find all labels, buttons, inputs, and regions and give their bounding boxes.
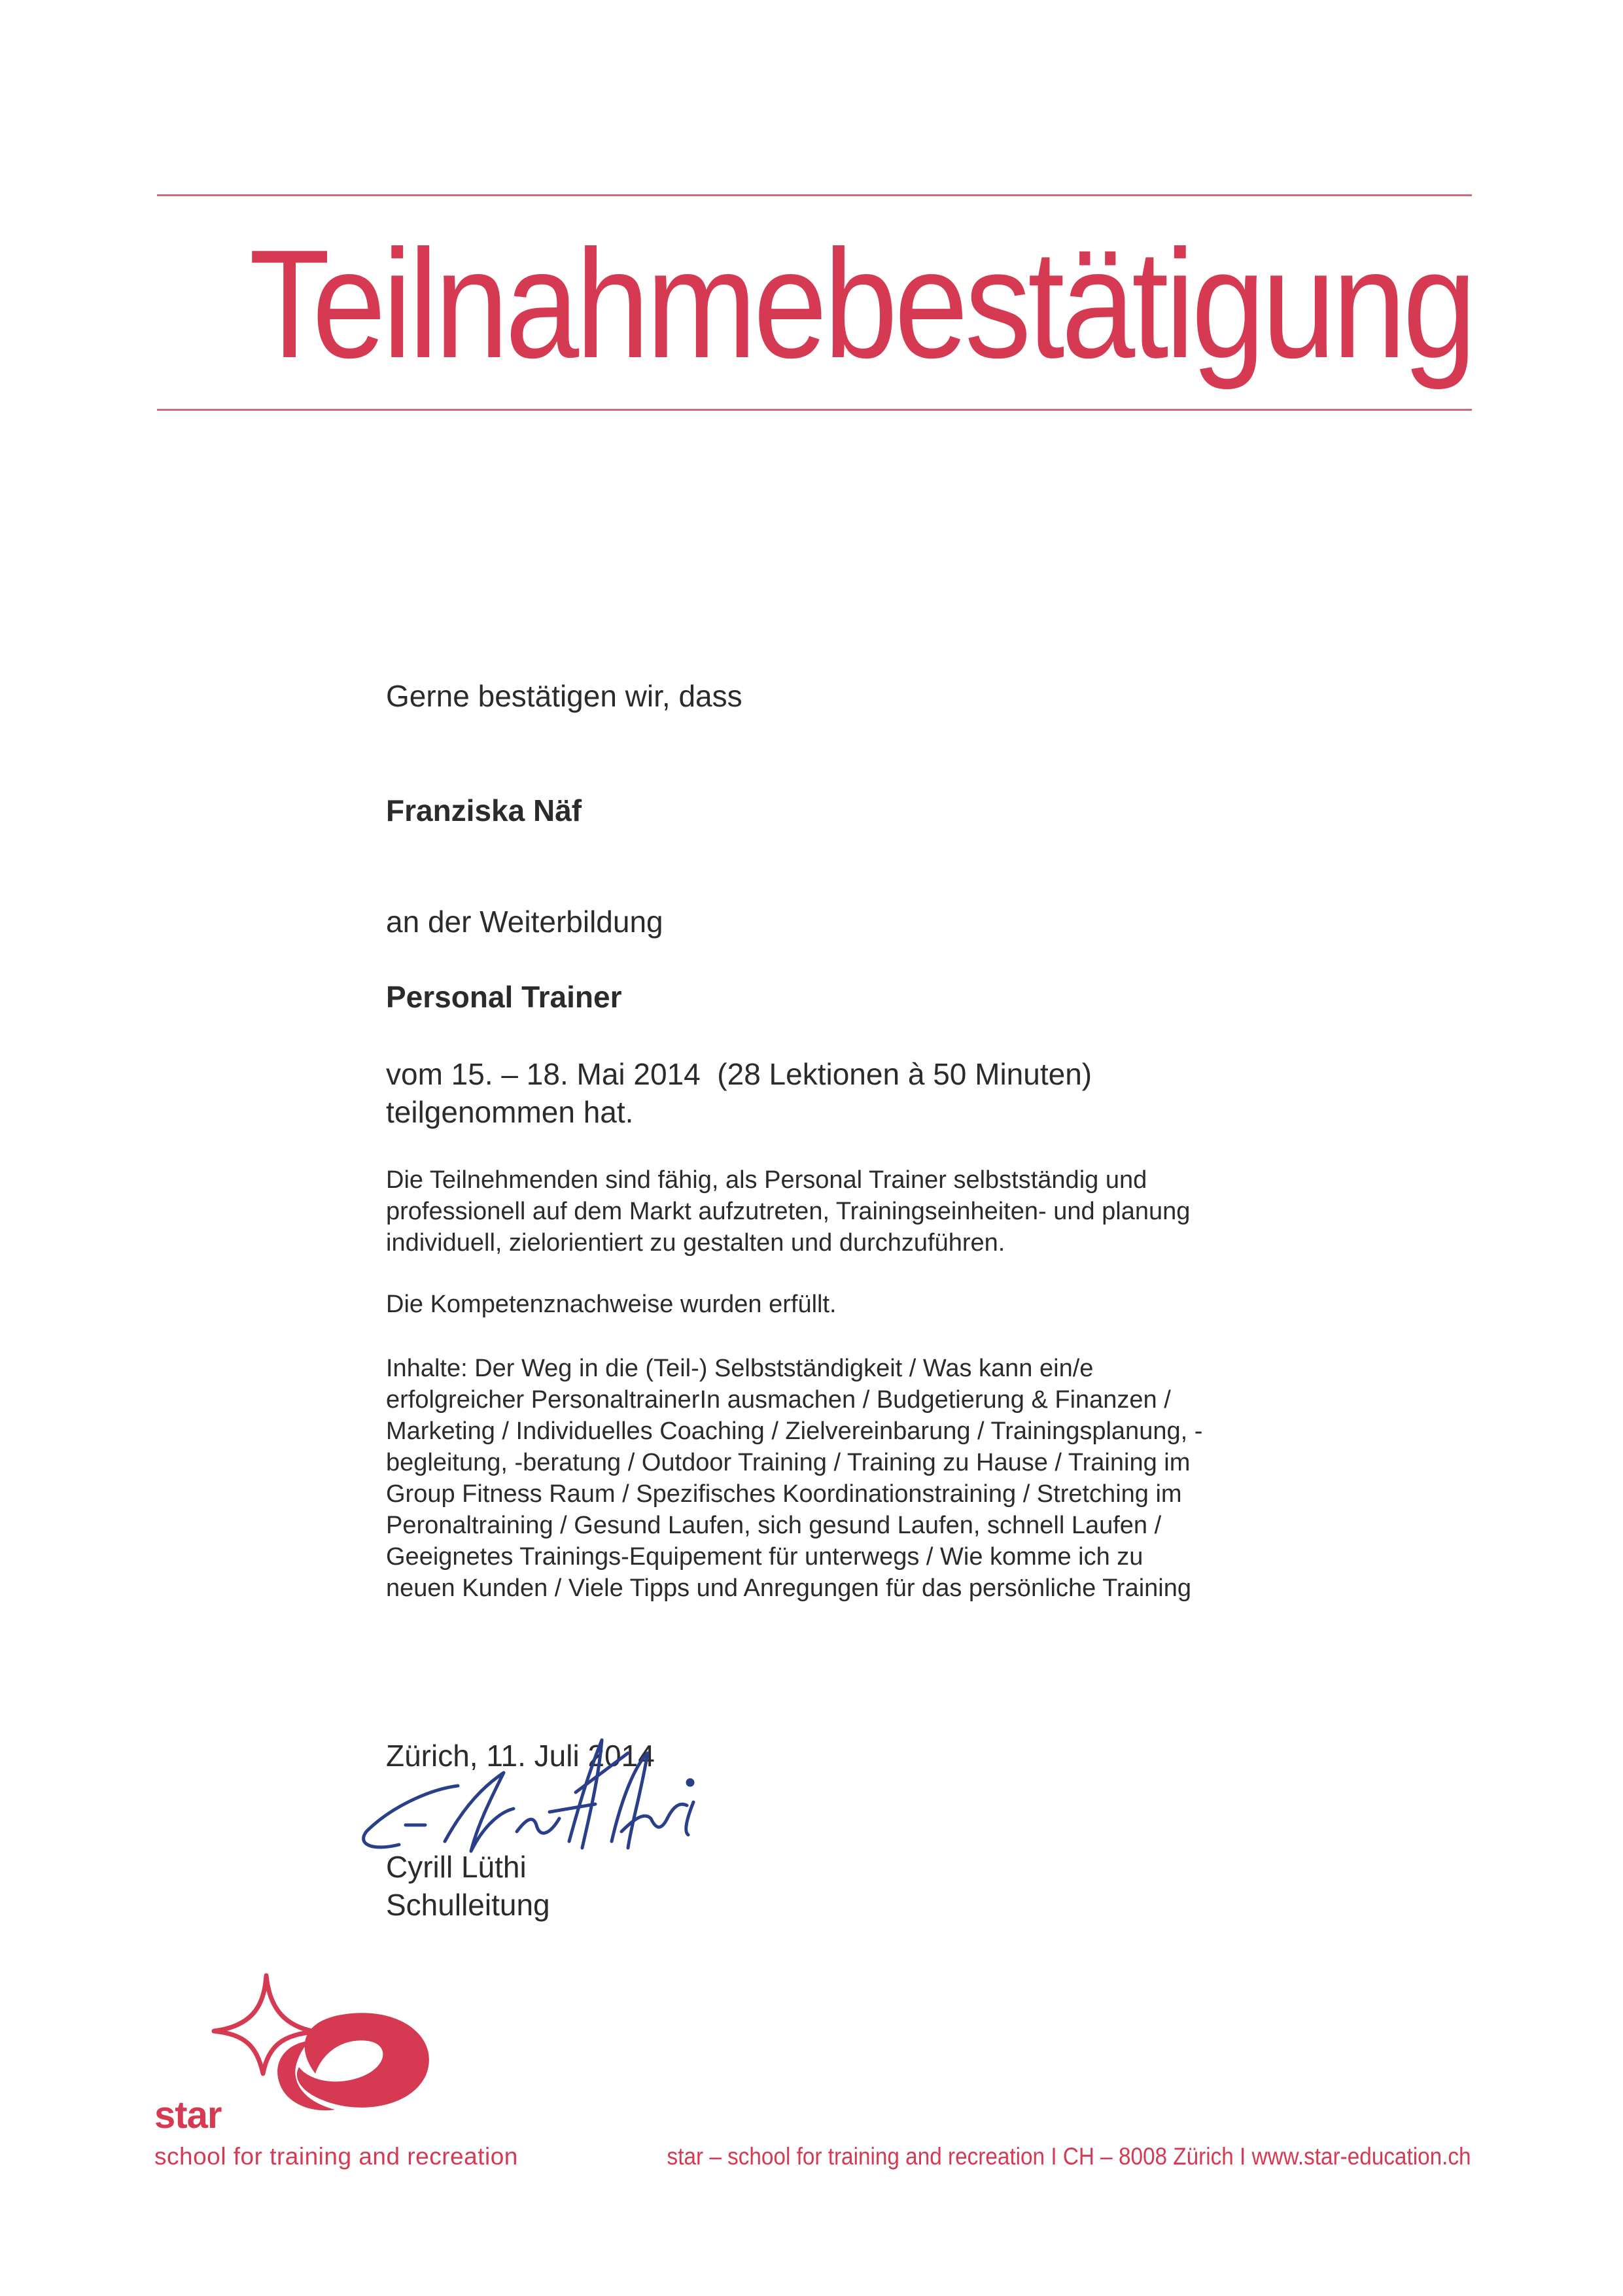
contents-line: Geeignetes Trainings-Equipement für unterwegs / Wie komme ich zu [386, 1543, 1143, 1571]
logo-wordmark: star [154, 2094, 222, 2136]
contents-line: neuen Kunden / Viele Tipps und Anregungen für das persönliche Training [386, 1574, 1191, 1602]
description-line: Die Teilnehmenden sind fähig, als Personal Trainer selbstständig und [386, 1166, 1147, 1194]
top-divider [157, 194, 1472, 196]
participant-name: Franziska Näf [386, 793, 582, 827]
contents-line: Inhalte: Der Weg in die (Teil-) Selbstständigkeit / Was kann ein/e [386, 1355, 1094, 1382]
signer-name: Cyrill Lüthi [386, 1850, 527, 1884]
signer-role: Schulleitung [386, 1888, 550, 1922]
footer-contact: star – school for training and recreation I CH – 8008 Zürich I www.star-education.ch [667, 2143, 1471, 2170]
competence-text: Die Kompetenznachweise wurden erfüllt. [386, 1291, 837, 1318]
contents-block [386, 1353, 1315, 1604]
description-line: professionell auf dem Markt aufzutreten, Trainingseinheiten- und planung [386, 1198, 1191, 1225]
contents-line: Peronaltraining / Gesund Laufen, sich gesund Laufen, schnell Laufen / [386, 1512, 1162, 1539]
date-line: vom 15. – 18. Mai 2014 (28 Lektionen à 50 Minuten) [386, 1057, 1092, 1091]
bottom-divider [157, 409, 1472, 411]
page-title: Teilnahmebestätigung [249, 218, 1474, 391]
course-name: Personal Trainer [386, 980, 622, 1014]
logo-tagline: school for training and recreation [154, 2143, 518, 2170]
intro-text: Gerne bestätigen wir, dass [386, 679, 742, 713]
description-block [386, 1164, 1315, 1259]
contents-line: erfolgreicher PersonaltrainerIn ausmachen / Budgetierung & Finanzen / [386, 1386, 1171, 1414]
contents-line: Group Fitness Raum / Spezifisches Koordinationstraining / Stretching im [386, 1480, 1182, 1508]
description-line: individuell, zielorientiert zu gestalten und durchzuführen. [386, 1229, 1005, 1257]
place-date: Zürich, 11. Juli 2014 [386, 1739, 655, 1773]
date-block [386, 1055, 1315, 1131]
signer-block [386, 1848, 1315, 1924]
contents-line: begleitung, -beratung / Outdoor Training / Training zu Hause / Training im [386, 1449, 1191, 1476]
contents-line: Marketing / Individuelles Coaching / Zielvereinbarung / Trainingsplanung, - [386, 1418, 1203, 1445]
participation-line: teilgenommen hat. [386, 1095, 634, 1129]
course-intro-text: an der Weiterbildung [386, 905, 663, 939]
